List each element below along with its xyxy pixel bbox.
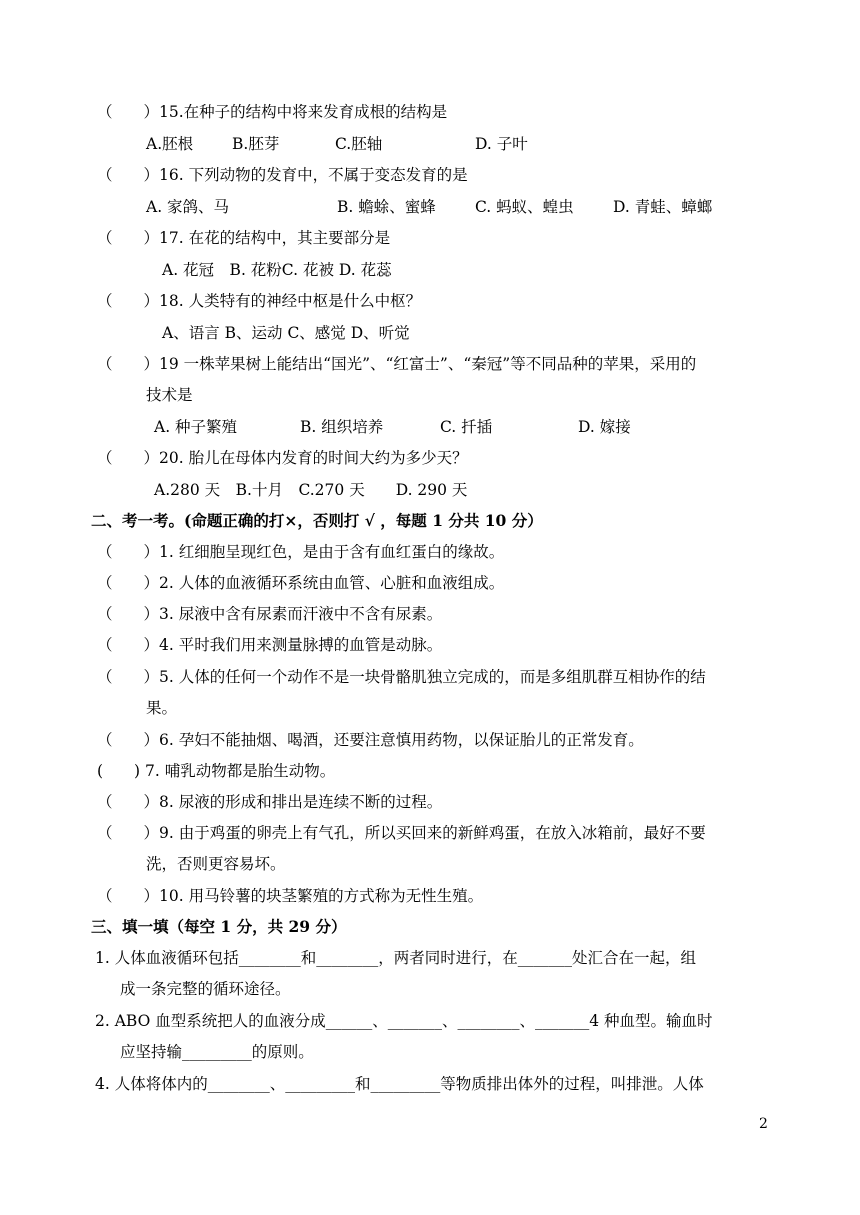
q16-option-b: B. 蟾蜍、蜜蜂: [337, 198, 436, 216]
fill-item-4: 4. 人体将体内的________、_________和_________等物质排出体外的过程，叫排泄。人体: [95, 1075, 704, 1093]
question-15-stem: （ ）15.在种子的结构中将来发育成根的结构是: [97, 103, 448, 121]
question-16-stem: （ ）16. 下列动物的发育中，不属于变态发育的是: [97, 166, 468, 184]
question-17-stem: （ ）17. 在花的结构中，其主要部分是: [97, 229, 391, 247]
tf-item-5-cont: 果。: [146, 699, 178, 717]
tf-item-7: ( ) 7. 哺乳动物都是胎生动物。: [97, 762, 336, 780]
question-18-stem: （ ）18. 人类特有的神经中枢是什么中枢？: [97, 292, 422, 310]
tf-item-5: （ ）5. 人体的任何一个动作不是一块骨骼肌独立完成的，而是多组肌群互相协作的结: [97, 668, 706, 686]
section-3-heading: 三、填一填（每空 1 分，共 29 分）: [91, 917, 347, 936]
question-20-stem: （ ）20. 胎儿在母体内发育的时间大约为多少天？: [97, 449, 468, 467]
q18-options: A、语言 B、运动 C、感觉 D、听觉: [162, 324, 410, 342]
q20-options: A.280 天 B.十月 C.270 天 D. 290 天: [154, 481, 468, 499]
q15-option-d: D. 子叶: [475, 135, 528, 153]
fill-item-1: 1. 人体血液循环包括________和________，两者同时进行，在_______处汇合在一起，组: [95, 949, 696, 967]
q15-option-a: A.胚根: [146, 135, 194, 153]
tf-item-3: （ ）3. 尿液中含有尿素而汗液中不含有尿素。: [97, 605, 443, 623]
fill-item-1-cont: 成一条完整的循环途径。: [120, 980, 291, 998]
tf-item-6: （ ）6. 孕妇不能抽烟、喝酒，还要注意慎用药物，以保证胎儿的正常发育。: [97, 731, 644, 749]
page-number: 2: [759, 1116, 768, 1132]
q16-option-c: C. 蚂蚁、蝗虫: [475, 198, 574, 216]
tf-item-4: （ ）4. 平时我们用来测量脉搏的血管是动脉。: [97, 636, 443, 654]
fill-item-2-cont: 应坚持输_________的原则。: [120, 1043, 314, 1061]
question-19-stem-cont: 技术是: [146, 386, 193, 404]
q16-option-a: A. 家鸽、马: [146, 198, 230, 216]
q19-option-b: B. 组织培养: [300, 418, 384, 436]
q19-option-c: C. 扦插: [440, 418, 493, 436]
section-2-heading: 二、考一考。(命题正确的打×，否则打 √ ，每题 1 分共 10 分）: [91, 511, 543, 530]
tf-item-2: （ ）2. 人体的血液循环系统由血管、心脏和血液组成。: [97, 574, 505, 592]
tf-item-8: （ ）8. 尿液的形成和排出是连续不断的过程。: [97, 793, 443, 811]
q17-options: A. 花冠 B. 花粉C. 花被 D. 花蕊: [162, 261, 392, 279]
q19-option-d: D. 嫁接: [578, 418, 631, 436]
tf-item-9-cont: 洗，否则更容易坏。: [146, 855, 286, 873]
question-19-stem: （ ）19 一株苹果树上能结出“国光”、“红富士”、“秦冠”等不同品种的苹果，采用的: [97, 355, 697, 373]
tf-item-1: （ ）1. 红细胞呈现红色，是由于含有血红蛋白的缘故。: [97, 543, 505, 561]
tf-item-9: （ ）9. 由于鸡蛋的卵壳上有气孔，所以买回来的新鲜鸡蛋，在放入冰箱前，最好不要: [97, 824, 706, 842]
q19-option-a: A. 种子繁殖: [154, 418, 238, 436]
q15-option-b: B.胚芽: [232, 135, 280, 153]
tf-item-10: （ ）10. 用马铃薯的块茎繁殖的方式称为无性生殖。: [97, 887, 484, 905]
fill-item-2: 2. ABO 血型系统把人的血液分成______、_______、________、_______4 种血型。输血时: [95, 1012, 713, 1030]
q16-option-d: D. 青蛙、蟑螂: [613, 198, 713, 216]
q15-option-c: C.胚轴: [335, 135, 383, 153]
